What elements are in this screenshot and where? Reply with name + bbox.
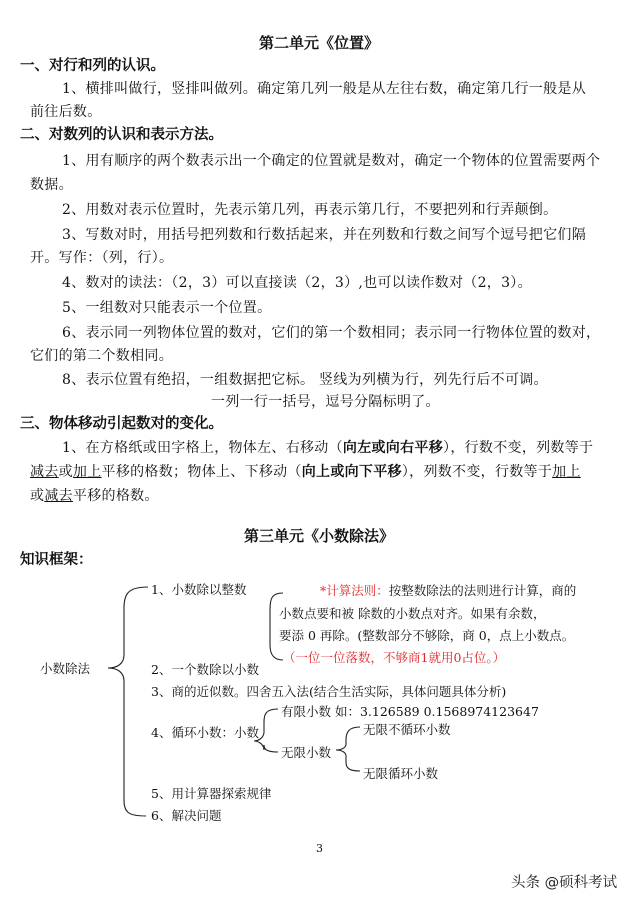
sec2-item4: 4、数对的读法：（2，3）可以直接读（2，3）,也可以读作数对（2，3）。	[62, 275, 532, 291]
finite-decimal: 有限小数 如：3.126589 0.1568974123647	[281, 704, 539, 719]
sec3-line1: 1、在方格纸或田字格上，物体左、右移动（向左或向右平移），行数不变，列数等于	[62, 440, 594, 456]
rule-line1: *计算法则：按整数除法的法则进行计算，商的	[320, 583, 577, 598]
rule-line2: 小数点要和被 除数的小数点对齐。如果有余数，	[279, 606, 546, 621]
sec1-heading: 一、对行和列的认识。	[20, 57, 165, 74]
sec3-heading: 三、物体移动引起数对的变化。	[20, 415, 223, 432]
framework-label: 知识框架：	[20, 551, 93, 568]
sec2-item5: 5、一组数对只能表示一个位置。	[62, 300, 272, 316]
sec2-item6-line2: 它们的第二个数相同。	[30, 348, 173, 364]
sec2-item8-line2: 一列一行一括号，逗号分隔标明了。	[211, 394, 440, 410]
infinite-decimal: 无限小数	[281, 745, 332, 760]
sec2-item8-line1: 8、表示位置有绝招，一组数据把它标。 竖线为列横为行，列先行后不可调。	[62, 372, 548, 388]
sec3-line2: 减去或加上平移的格数；物体上、下移动（向上或向下平移），列数不变，行数等于加上	[30, 464, 581, 480]
tree-item6: 6、解决问题	[151, 808, 222, 823]
sec1-paragraph-line2: 前往后数。	[30, 104, 102, 120]
sec2-heading: 二、对数列的认识和表示方法。	[20, 126, 223, 143]
page-number: 3	[316, 842, 323, 855]
unit3-title: 第三单元《小数除法》	[244, 527, 395, 545]
repeating-decimal: 无限循环小数	[363, 766, 439, 781]
rule-line3: 要添 0 再除。(整数部分不够除，商 0，点上小数点。	[279, 628, 575, 643]
watermark: 头条 @硕科考试	[511, 875, 618, 891]
sec1-paragraph-line1: 1、横排叫做行，竖排叫做列。确定第几列一般是从左往右数，确定第几行一般是从	[62, 81, 587, 97]
sec2-item3-line1: 3、写数对时，用括号把列数和行数括起来，并在列数和行数之间写个逗号把它们隔	[62, 227, 587, 243]
sec3-line3: 或减去平移的格数。	[30, 488, 159, 504]
sec2-item2: 2、用数对表示位置时，先表示第几列，再表示第几行，不要把列和行弄颠倒。	[62, 202, 558, 218]
tree-item1: 1、小数除以整数	[151, 582, 247, 597]
sec2-item1-line1: 1、用有顺序的两个数表示出一个确定的位置就是数对，确定一个物体的位置需要两个	[62, 153, 601, 169]
rule-line4: （一位一位落数，不够商1就用0占位。）	[283, 650, 506, 665]
tree-item3: 3、商的近似数。四舍五入法(结合生活实际，具体问题具体分析)	[151, 684, 507, 699]
tree-item4: 4、循环小数：小数	[151, 725, 259, 740]
unit2-title: 第二单元《位置》	[259, 34, 380, 52]
infinite-brace	[336, 727, 360, 771]
sec2-item1-line2: 数据。	[30, 177, 73, 193]
non-repeating-decimal: 无限不循环小数	[363, 722, 451, 737]
sec2-item3-line2: 开。写作：（列，行）。	[30, 250, 174, 266]
main-brace	[108, 587, 148, 816]
sec2-item6-line1: 6、表示同一列物体位置的数对，它们的第一个数相同；表示同一行物体位置的数对，	[62, 325, 601, 341]
tree-item5: 5、用计算器探索规律	[151, 786, 272, 801]
tree-item2: 2、一个数除以小数	[151, 662, 259, 677]
tree-root: 小数除法	[40, 661, 91, 676]
